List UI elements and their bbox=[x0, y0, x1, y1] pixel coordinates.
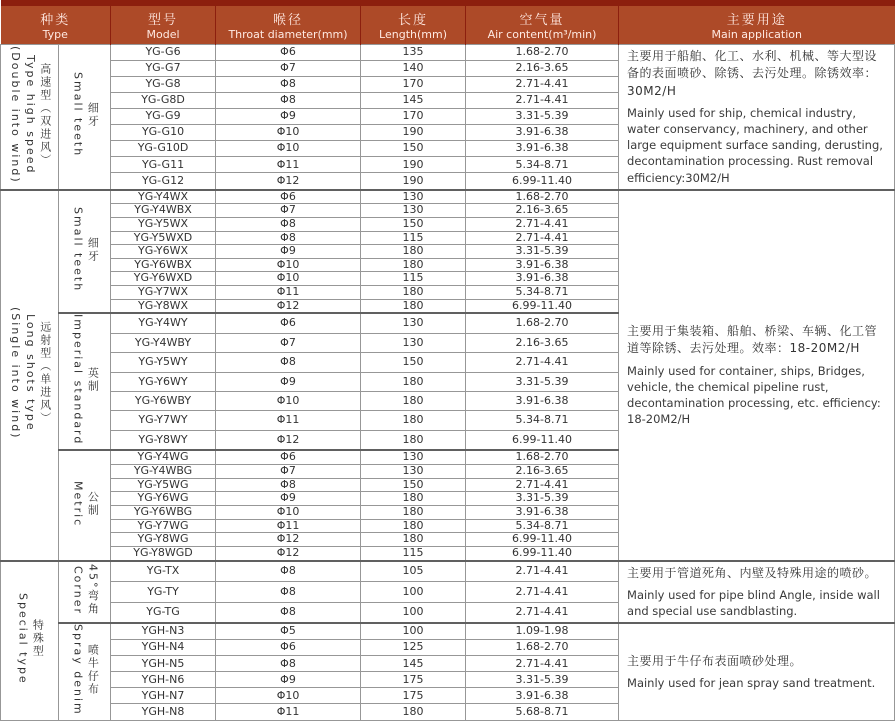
model-cell: YG-Y4WG bbox=[111, 450, 216, 464]
air-cell: 3.91-6.38 bbox=[466, 688, 619, 704]
throat-cell: Φ7 bbox=[216, 204, 361, 218]
subtype-label bbox=[59, 623, 111, 720]
label-line: Metric bbox=[71, 480, 85, 527]
model-cell: YG-Y6WX bbox=[111, 245, 216, 259]
model-cell: YGH-N5 bbox=[111, 656, 216, 672]
header-throat-zh: 喉径 bbox=[273, 13, 304, 28]
throat-cell: Φ6 bbox=[216, 190, 361, 204]
type-label bbox=[1, 561, 59, 720]
model-cell: YG-TX bbox=[111, 561, 216, 582]
label-line: Special type bbox=[16, 592, 30, 685]
throat-cell: Φ11 bbox=[216, 519, 361, 533]
header-col-application bbox=[619, 3, 895, 45]
air-cell: 3.91-6.38 bbox=[466, 505, 619, 519]
header-col-type bbox=[1, 3, 111, 45]
model-cell: YG-Y5WG bbox=[111, 478, 216, 492]
throat-cell: Φ12 bbox=[216, 430, 361, 450]
length-cell: 180 bbox=[361, 245, 466, 259]
application-text-en: Mainly used for jean spray sand treatment. bbox=[627, 675, 876, 690]
model-cell: YG-Y6WG bbox=[111, 492, 216, 506]
throat-cell: Φ5 bbox=[216, 623, 361, 640]
label-line: 细牙 bbox=[86, 236, 100, 263]
air-cell: 6.99-11.40 bbox=[466, 173, 619, 190]
length-cell: 180 bbox=[361, 258, 466, 272]
model-cell: YG-Y5WX bbox=[111, 217, 216, 231]
label-line: Type high speed bbox=[23, 55, 37, 175]
air-cell: 6.99-11.40 bbox=[466, 546, 619, 560]
model-cell: YGH-N7 bbox=[111, 688, 216, 704]
air-cell: 5.34-8.71 bbox=[466, 519, 619, 533]
label-line: (Double into wind) bbox=[9, 46, 23, 184]
air-cell: 6.99-11.40 bbox=[466, 533, 619, 547]
header-air-en: Air content(m³/min) bbox=[487, 28, 597, 41]
air-cell: 3.91-6.38 bbox=[466, 125, 619, 141]
type-label-text bbox=[7, 307, 52, 439]
air-cell: 3.91-6.38 bbox=[466, 392, 619, 411]
length-cell: 150 bbox=[361, 217, 466, 231]
table-row bbox=[1, 45, 895, 61]
model-cell: YG-G10 bbox=[111, 125, 216, 141]
label-line: Small teeth bbox=[71, 72, 85, 158]
application-text-en: Mainly used for pipe blind Angle, inside wall and special use sandblasting. bbox=[627, 587, 880, 619]
throat-cell: Φ6 bbox=[216, 450, 361, 464]
air-cell: 1.68-2.70 bbox=[466, 45, 619, 61]
length-cell: 140 bbox=[361, 61, 466, 77]
length-cell: 170 bbox=[361, 109, 466, 125]
application-cell bbox=[619, 561, 895, 624]
throat-cell: Φ10 bbox=[216, 272, 361, 286]
label-line: (Single into wind) bbox=[9, 307, 23, 440]
label-line: 远射型（单进风） bbox=[38, 321, 52, 426]
model-cell: YG-G8D bbox=[111, 93, 216, 109]
throat-cell: Φ9 bbox=[216, 372, 361, 391]
subtype-label-text bbox=[70, 207, 100, 292]
header-col-throat bbox=[216, 3, 361, 45]
length-cell: 180 bbox=[361, 492, 466, 506]
air-cell: 5.34-8.71 bbox=[466, 286, 619, 300]
application-cell bbox=[619, 190, 895, 561]
length-cell: 115 bbox=[361, 272, 466, 286]
throat-cell: Φ9 bbox=[216, 109, 361, 125]
length-cell: 135 bbox=[361, 45, 466, 61]
model-cell: YG-Y4WBG bbox=[111, 465, 216, 479]
model-cell: YG-Y8WG bbox=[111, 533, 216, 547]
model-cell: YG-Y5WY bbox=[111, 353, 216, 372]
air-cell: 1.68-2.70 bbox=[466, 190, 619, 204]
air-cell: 2.71-4.41 bbox=[466, 217, 619, 231]
throat-cell: Φ10 bbox=[216, 258, 361, 272]
length-cell: 145 bbox=[361, 656, 466, 672]
length-cell: 180 bbox=[361, 533, 466, 547]
air-cell: 2.16-3.65 bbox=[466, 204, 619, 218]
table-row bbox=[1, 190, 895, 204]
model-cell: YG-G6 bbox=[111, 45, 216, 61]
application-text-en: Mainly used for ship, chemical industry, water conservancy, machinery, and other large equipment surface sanding, derusting, decontamination processing. Rust removal efficiency:30M2/H bbox=[627, 106, 883, 185]
model-cell: YG-G7 bbox=[111, 61, 216, 77]
label-line: 45°弯角 bbox=[86, 564, 100, 616]
length-cell: 145 bbox=[361, 93, 466, 109]
length-cell: 175 bbox=[361, 688, 466, 704]
header-col-air bbox=[466, 3, 619, 45]
throat-cell: Φ10 bbox=[216, 141, 361, 157]
throat-cell: Φ10 bbox=[216, 505, 361, 519]
header-row bbox=[1, 3, 895, 45]
model-cell: YG-Y6WBY bbox=[111, 392, 216, 411]
air-cell: 2.71-4.41 bbox=[466, 77, 619, 93]
label-line: 高速型（双进风） bbox=[38, 62, 52, 167]
header-col-length bbox=[361, 3, 466, 45]
air-cell: 6.99-11.40 bbox=[466, 430, 619, 450]
air-cell: 3.31-5.39 bbox=[466, 672, 619, 688]
model-cell: YG-Y8WX bbox=[111, 299, 216, 313]
length-cell: 180 bbox=[361, 704, 466, 720]
air-cell: 2.71-4.41 bbox=[466, 231, 619, 245]
table-header bbox=[1, 3, 895, 45]
air-cell: 2.71-4.41 bbox=[466, 656, 619, 672]
model-cell: YGH-N6 bbox=[111, 672, 216, 688]
throat-cell: Φ12 bbox=[216, 173, 361, 190]
air-cell: 2.16-3.65 bbox=[466, 61, 619, 77]
label-line: 特殊型 bbox=[31, 619, 45, 659]
air-cell: 6.99-11.40 bbox=[466, 299, 619, 313]
model-cell: YG-Y6WY bbox=[111, 372, 216, 391]
length-cell: 100 bbox=[361, 602, 466, 623]
length-cell: 170 bbox=[361, 77, 466, 93]
model-cell: YG-Y6WBX bbox=[111, 258, 216, 272]
label-line: Spray denim bbox=[71, 624, 85, 716]
model-cell: YG-Y8WGD bbox=[111, 546, 216, 560]
model-cell: YG-Y4WX bbox=[111, 190, 216, 204]
throat-cell: Φ10 bbox=[216, 688, 361, 704]
subtype-label-text bbox=[70, 624, 100, 716]
length-cell: 180 bbox=[361, 286, 466, 300]
application-text-zh: 主要用于集装箱、船舶、桥梁、车辆、化工管道等除锈、去污处理。效率：18-20M2/H bbox=[627, 324, 878, 356]
throat-cell: Φ8 bbox=[216, 656, 361, 672]
model-cell: YG-G10D bbox=[111, 141, 216, 157]
header-col-model bbox=[111, 3, 216, 45]
air-cell: 3.31-5.39 bbox=[466, 492, 619, 506]
label-line: Imperial standard bbox=[71, 314, 85, 446]
model-cell: YG-Y6WXD bbox=[111, 272, 216, 286]
label-line: 喷牛仔布 bbox=[86, 643, 100, 696]
application-cell bbox=[619, 623, 895, 720]
throat-cell: Φ9 bbox=[216, 672, 361, 688]
length-cell: 130 bbox=[361, 204, 466, 218]
application-cell bbox=[619, 45, 895, 190]
model-cell: YG-Y4WY bbox=[111, 313, 216, 333]
length-cell: 150 bbox=[361, 478, 466, 492]
application-text-zh: 主要用于船舶、化工、水利、机械、等大型设备的表面喷砂、除锈、去污处理。除锈效率：30M2/H bbox=[627, 49, 878, 98]
header-air-zh: 空气量 bbox=[519, 13, 565, 28]
length-cell: 180 bbox=[361, 392, 466, 411]
length-cell: 150 bbox=[361, 141, 466, 157]
throat-cell: Φ8 bbox=[216, 353, 361, 372]
length-cell: 100 bbox=[361, 623, 466, 640]
air-cell: 1.68-2.70 bbox=[466, 450, 619, 464]
air-cell: 5.34-8.71 bbox=[466, 411, 619, 430]
length-cell: 180 bbox=[361, 519, 466, 533]
air-cell: 2.16-3.65 bbox=[466, 465, 619, 479]
length-cell: 130 bbox=[361, 450, 466, 464]
length-cell: 100 bbox=[361, 582, 466, 602]
application-text-en: Mainly used for container, ships, Bridges, vehicle, the chemical pipeline rust, decontamination processing, etc. efficiency: 18-20M2/H bbox=[627, 363, 881, 427]
air-cell: 1.68-2.70 bbox=[466, 640, 619, 656]
header-application-en: Main application bbox=[711, 28, 802, 41]
throat-cell: Φ7 bbox=[216, 61, 361, 77]
throat-cell: Φ9 bbox=[216, 492, 361, 506]
label-line: Corner bbox=[71, 565, 85, 615]
model-cell: YG-Y7WG bbox=[111, 519, 216, 533]
length-cell: 190 bbox=[361, 157, 466, 173]
label-line: Long shots type bbox=[23, 314, 37, 433]
type-label bbox=[1, 45, 59, 190]
model-cell: YGH-N8 bbox=[111, 704, 216, 720]
model-cell: YG-Y7WY bbox=[111, 411, 216, 430]
header-type-en: Type bbox=[42, 28, 68, 41]
model-cell: YG-G9 bbox=[111, 109, 216, 125]
air-cell: 1.09-1.98 bbox=[466, 623, 619, 640]
throat-cell: Φ12 bbox=[216, 299, 361, 313]
type-label-text bbox=[15, 593, 45, 685]
air-cell: 5.34-8.71 bbox=[466, 157, 619, 173]
length-cell: 180 bbox=[361, 411, 466, 430]
air-cell: 2.71-4.41 bbox=[466, 93, 619, 109]
throat-cell: Φ8 bbox=[216, 582, 361, 602]
length-cell: 130 bbox=[361, 190, 466, 204]
header-length-en: Length(mm) bbox=[379, 28, 447, 41]
type-label-text bbox=[7, 46, 52, 184]
length-cell: 125 bbox=[361, 640, 466, 656]
air-cell: 2.71-4.41 bbox=[466, 582, 619, 602]
length-cell: 180 bbox=[361, 430, 466, 450]
throat-cell: Φ12 bbox=[216, 546, 361, 560]
header-length-zh: 长度 bbox=[398, 13, 429, 28]
air-cell: 2.16-3.65 bbox=[466, 333, 619, 352]
throat-cell: Φ6 bbox=[216, 313, 361, 333]
throat-cell: Φ8 bbox=[216, 217, 361, 231]
subtype-label bbox=[59, 45, 111, 190]
length-cell: 150 bbox=[361, 353, 466, 372]
throat-cell: Φ8 bbox=[216, 478, 361, 492]
application-text-zh: 主要用于牛仔布表面喷砂处理。 bbox=[627, 653, 803, 668]
throat-cell: Φ8 bbox=[216, 602, 361, 623]
subtype-label bbox=[59, 450, 111, 560]
label-line: 英制 bbox=[86, 367, 100, 394]
table-row bbox=[1, 561, 895, 582]
subtype-label-text bbox=[70, 564, 100, 616]
label-line: Small teeth bbox=[71, 207, 85, 293]
air-cell: 3.31-5.39 bbox=[466, 245, 619, 259]
length-cell: 115 bbox=[361, 546, 466, 560]
air-cell: 3.91-6.38 bbox=[466, 272, 619, 286]
spec-table-body bbox=[1, 45, 895, 721]
throat-cell: Φ7 bbox=[216, 465, 361, 479]
header-application-zh: 主要用途 bbox=[726, 13, 787, 28]
model-cell: YG-G12 bbox=[111, 173, 216, 190]
throat-cell: Φ11 bbox=[216, 157, 361, 173]
subtype-label-text bbox=[70, 72, 100, 157]
air-cell: 3.31-5.39 bbox=[466, 109, 619, 125]
header-model-zh: 型号 bbox=[148, 13, 179, 28]
throat-cell: Φ8 bbox=[216, 561, 361, 582]
length-cell: 180 bbox=[361, 299, 466, 313]
length-cell: 175 bbox=[361, 672, 466, 688]
model-cell: YG-Y8WY bbox=[111, 430, 216, 450]
header-type-zh: 种类 bbox=[40, 13, 71, 28]
throat-cell: Φ8 bbox=[216, 77, 361, 93]
throat-cell: Φ8 bbox=[216, 231, 361, 245]
type-label bbox=[1, 190, 59, 561]
air-cell: 2.71-4.41 bbox=[466, 478, 619, 492]
air-cell: 5.68-8.71 bbox=[466, 704, 619, 720]
air-cell: 3.91-6.38 bbox=[466, 141, 619, 157]
model-cell: YGH-N3 bbox=[111, 623, 216, 640]
throat-cell: Φ10 bbox=[216, 392, 361, 411]
throat-cell: Φ7 bbox=[216, 333, 361, 352]
model-cell: YGH-N4 bbox=[111, 640, 216, 656]
model-cell: YG-Y4WBY bbox=[111, 333, 216, 352]
label-line: 公制 bbox=[86, 490, 100, 517]
header-model-en: Model bbox=[146, 28, 180, 41]
throat-cell: Φ6 bbox=[216, 640, 361, 656]
model-cell: YG-Y6WBG bbox=[111, 505, 216, 519]
air-cell: 2.71-4.41 bbox=[466, 602, 619, 623]
air-cell: 2.71-4.41 bbox=[466, 561, 619, 582]
subtype-label bbox=[59, 190, 111, 314]
model-cell: YG-Y4WBX bbox=[111, 204, 216, 218]
throat-cell: Φ11 bbox=[216, 704, 361, 720]
subtype-label bbox=[59, 313, 111, 450]
air-cell: 2.71-4.41 bbox=[466, 353, 619, 372]
length-cell: 180 bbox=[361, 372, 466, 391]
subtype-label-text bbox=[70, 481, 100, 527]
throat-cell: Φ9 bbox=[216, 245, 361, 259]
model-cell: YG-Y5WXD bbox=[111, 231, 216, 245]
length-cell: 130 bbox=[361, 333, 466, 352]
subtype-label bbox=[59, 561, 111, 624]
throat-cell: Φ12 bbox=[216, 533, 361, 547]
model-cell: YG-Y7WX bbox=[111, 286, 216, 300]
length-cell: 105 bbox=[361, 561, 466, 582]
model-cell: YG-G11 bbox=[111, 157, 216, 173]
subtype-label-text bbox=[70, 314, 100, 445]
model-cell: YG-TY bbox=[111, 582, 216, 602]
length-cell: 190 bbox=[361, 173, 466, 190]
length-cell: 190 bbox=[361, 125, 466, 141]
model-cell: YG-G8 bbox=[111, 77, 216, 93]
model-cell: YG-TG bbox=[111, 602, 216, 623]
throat-cell: Φ11 bbox=[216, 286, 361, 300]
length-cell: 115 bbox=[361, 231, 466, 245]
throat-cell: Φ11 bbox=[216, 411, 361, 430]
table-row bbox=[1, 623, 895, 640]
length-cell: 180 bbox=[361, 505, 466, 519]
header-throat-en: Throat diameter(mm) bbox=[228, 28, 348, 41]
throat-cell: Φ8 bbox=[216, 93, 361, 109]
air-cell: 3.31-5.39 bbox=[466, 372, 619, 391]
air-cell: 3.91-6.38 bbox=[466, 258, 619, 272]
label-line: 细牙 bbox=[86, 102, 100, 128]
throat-cell: Φ10 bbox=[216, 125, 361, 141]
application-text-zh: 主要用于管道死角、内壁及特殊用途的喷砂。 bbox=[627, 565, 878, 580]
length-cell: 130 bbox=[361, 313, 466, 333]
air-cell: 1.68-2.70 bbox=[466, 313, 619, 333]
throat-cell: Φ6 bbox=[216, 45, 361, 61]
length-cell: 130 bbox=[361, 465, 466, 479]
